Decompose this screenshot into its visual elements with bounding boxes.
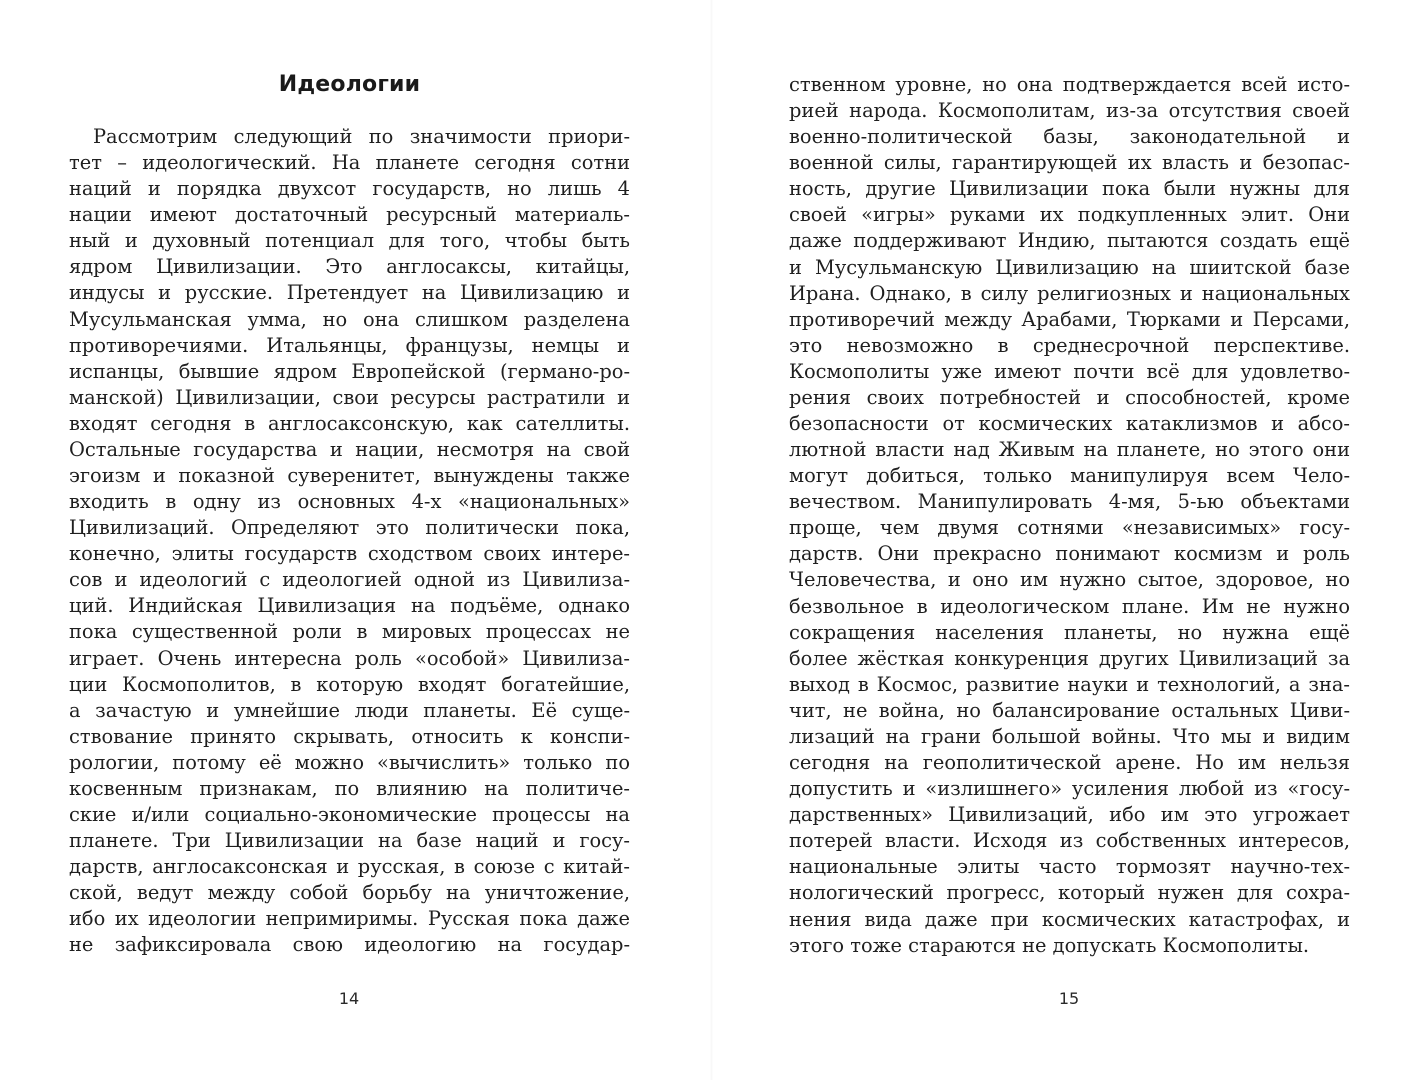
text-line: Цивилизаций. Определяют это политически пока, [69, 516, 630, 540]
text-line: проще, чем двумя сотнями «независимых» госу- [789, 516, 1350, 540]
text-line: входить в одну из основных 4-х «национальных» [69, 490, 630, 514]
text-line: входят сегодня в англосаксонскую, как сателлиты. [69, 411, 630, 435]
text-line: даже поддерживают Индию, пытаются создать ещё [789, 229, 1350, 253]
text-line: испанцы, бывшие ядром Европейской (германо-ро- [69, 359, 630, 383]
text-line: рией народа. Космополитам, из-за отсутствия своей [789, 99, 1350, 123]
text-line: допустить и «излишнего» усиления любой из «госу- [789, 777, 1350, 801]
text-line: сов и идеологий с идеологией одной из Цивилиза- [69, 568, 630, 592]
text-line: ядром Цивилизации. Это англосаксы, китайцы, [69, 255, 630, 279]
text-line: дарств. Они прекрасно понимают космизм и роль [789, 542, 1350, 566]
text-line: ибо их идеологии непримиримы. Русская пока даже [69, 907, 630, 931]
text-line: сокращения населения планеты, но нужна ещё [789, 620, 1350, 644]
text-line: а зачастую и умнейшие люди планеты. Её суще- [69, 698, 630, 722]
text-line: вечеством. Манипулировать 4-мя, 5-ью объектами [789, 490, 1350, 514]
left-page-text [69, 124, 630, 959]
text-line: противоречиями. Итальянцы, французы, немцы и [69, 333, 630, 357]
text-line: ции Космополитов, в которую входят богатейшие, [69, 672, 630, 696]
text-line: Рассмотрим следующий по значимости приори- [93, 125, 630, 148]
text-line: могут добиться, только манипулируя всем Чело- [789, 464, 1350, 488]
left-page [69, 0, 630, 1080]
text-line: военной силы, гарантирующей их власть и безопас- [789, 151, 1350, 175]
text-line: и Мусульманскую Цивилизацию на шиитской базе [789, 255, 1350, 279]
text-line: ный и духовный потенциал для того, чтобы быть [69, 229, 630, 253]
text-line: нения вида даже при космических катастрофах, и [789, 907, 1350, 931]
left-page-number: 14 [338, 989, 360, 1008]
text-line: манской) Цивилизации, свои ресурсы растратили и [69, 385, 630, 409]
text-line: рологии, потому её можно «вычислить» только по [69, 750, 630, 774]
text-line: ность, другие Цивилизации пока были нужны для [789, 177, 1350, 201]
text-line: это невозможно в среднесрочной перспективе. [789, 333, 1350, 357]
text-line: чит, не война, но балансирование остальных Циви- [789, 698, 1350, 722]
text-line: Остальные государства и нации, несмотря на свой [69, 437, 630, 461]
text-line: Человечества, и оно им нужно сытое, здоровое, но [789, 568, 1350, 592]
text-line: ствование принято скрывать, относить к конспи- [69, 724, 630, 748]
text-line: этого тоже стараются не допускать Космополиты. [789, 933, 1310, 957]
text-line: наций и порядка двухсот государств, но лишь 4 [69, 177, 630, 201]
text-line: конечно, элиты государств сходством своих интере- [69, 542, 630, 566]
text-line: лизаций на грани большой войны. Что мы и видим [789, 724, 1350, 748]
text-line: рения своих потребностей и способностей, кроме [789, 385, 1350, 409]
text-line: планете. Три Цивилизации на базе наций и госу- [69, 829, 630, 853]
text-line: национальные элиты часто тормозят научно-тех- [789, 855, 1350, 879]
text-line: противоречий между Арабами, Тюрками и Персами, [789, 307, 1350, 331]
text-line: сегодня на геополитической арене. Но им нельзя [789, 751, 1350, 775]
chapter-heading: Идеологии [278, 72, 421, 97]
right-page [789, 0, 1350, 1080]
text-line: лютной власти над Живым на планете, но этого они [789, 438, 1350, 462]
text-line: ственном уровне, но она подтверждается всей исто- [789, 73, 1350, 96]
text-line: нологический прогресс, который нужен для сохра- [789, 881, 1350, 905]
text-line: Космополиты уже имеют почти всё для удовлетво- [789, 359, 1350, 383]
text-line: безопасности от космических катаклизмов и абсо- [789, 412, 1350, 436]
text-line: безвольное в идеологическом плане. Им не нужно [789, 594, 1350, 618]
text-line: не зафиксировала свою идеологию на государ- [69, 933, 630, 957]
text-line: косвенным признакам, по влиянию на политиче- [69, 776, 630, 800]
right-page-number: 15 [1058, 989, 1080, 1008]
text-line: выход в Космос, развитие науки и технологий, а зна- [789, 672, 1350, 696]
text-line: потерей власти. Исходя из собственных интересов, [789, 829, 1350, 853]
text-line: ций. Индийская Цивилизация на подъёме, однако [69, 594, 630, 618]
book-gutter [710, 0, 713, 1080]
text-line: тет – идеологический. На планете сегодня сотни [69, 151, 630, 175]
text-line: дарств, англосаксонская и русская, в союзе с китай- [69, 855, 630, 879]
text-line: индусы и русские. Претендует на Цивилизацию и [69, 281, 630, 305]
text-line: эгоизм и показной суверенитет, вынуждены также [69, 464, 630, 488]
text-line: ские и/или социально-экономические процессы на [69, 803, 630, 827]
text-line: Ирана. Однако, в силу религиозных и национальных [789, 281, 1350, 305]
text-line: дарственных» Цивилизаций, ибо им это угрожает [789, 803, 1350, 827]
text-line: Мусульманская умма, но она слишком разделена [69, 307, 630, 331]
text-line: играет. Очень интересна роль «особой» Цивилиза- [69, 646, 630, 670]
text-line: пока существенной роли в мировых процессах не [69, 620, 630, 644]
text-line: своей «игры» руками их подкупленных элит. Они [789, 203, 1350, 227]
text-line: военно-политической базы, законодательной и [789, 125, 1350, 149]
text-line: нации имеют достаточный ресурсный материаль- [69, 203, 630, 227]
text-line: более жёсткая конкуренция других Цивилизаций за [789, 646, 1350, 670]
text-line: ской, ведут между собой борьбу на уничтожение, [69, 881, 630, 905]
right-page-text [789, 72, 1350, 959]
